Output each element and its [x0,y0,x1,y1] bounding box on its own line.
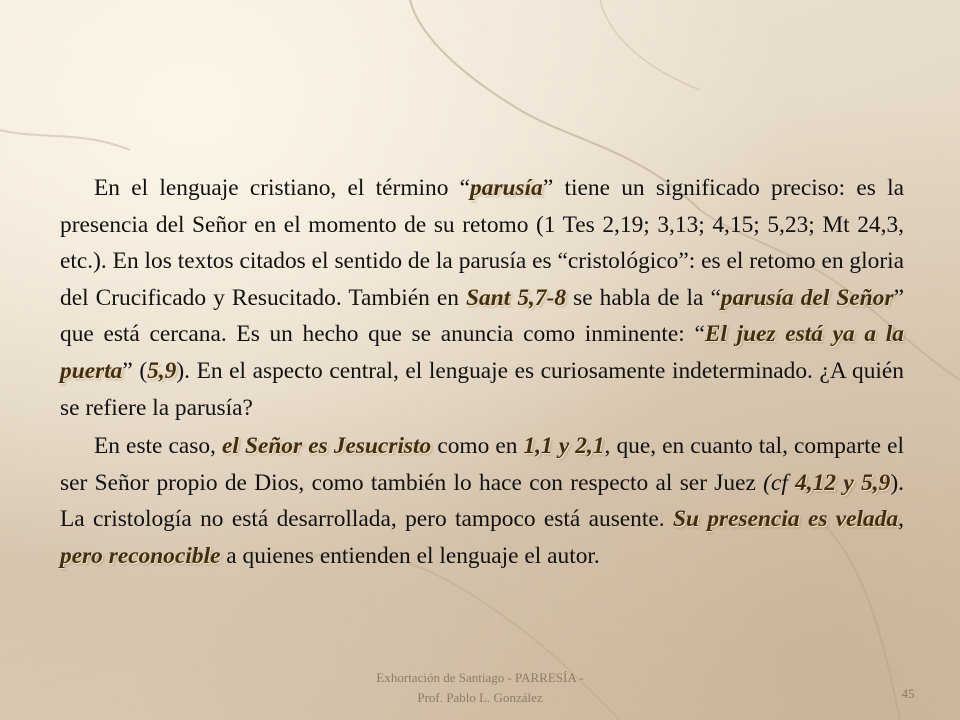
paragraph-1 [60,170,904,426]
footer-author: Prof. Pablo L. González [417,690,543,705]
text-run: se habla de la “ [566,284,721,311]
footer-credit [310,668,650,708]
emphasis-senor-jesucristo: el Señor es Jesucristo [221,433,432,460]
text-run: En este caso, [94,433,222,460]
text-run: como en [431,433,524,460]
emphasis-sant-ref: Sant 5,7-8 [466,284,567,311]
emphasis-parusia: parusía [470,175,543,201]
page-number: 45 [901,686,915,701]
text-run: En el lenguaje cristiano, el término “ [94,175,471,201]
text-run: a quienes entienden el lenguaje el autor. [220,542,600,569]
text-run: , [898,506,904,533]
emphasis-parusia-del-senor: parusía del Señor [720,284,894,311]
footer-title: Exhortación de Santiago - PARRESÍA - [376,670,584,685]
text-run: ” ( [122,357,148,384]
emphasis-el-juez: El juez está ya a la puerta [60,321,904,384]
text-run: ). La cristología no está desarrollada, pero tampoco está ausente. [60,469,904,533]
text-run: , que, en cuanto tal, comparte el ser Señor propio de Dios, como también lo hace con respecto al ser Juez [60,433,904,496]
text-cf: (cf [763,469,796,496]
emphasis-ref-1-1: 1,1 y 2,1 [523,433,605,460]
text-run: ” tiene un significado preciso: es la presencia del Señor en el momento de su retomo (1 Tes 2,19; 3,13; 4,15; 5,23; Mt 24,3, etc.). En los textos citados el sentido de la parusía es “cristológico”: es el retomo en gloria del Crucificado y Resucitado. También en [60,175,904,311]
emphasis-reconocible: pero reconocible [60,542,221,569]
text-run: ). En el aspecto central, el lenguaje es curiosamente indeterminado. ¿A quién se refiere la parusía? [60,357,904,421]
emphasis-ref-4-12: 4,12 y 5,9 [795,469,891,496]
paragraph-2 [60,428,904,574]
emphasis-presencia-velada: Su presencia es velada [672,506,899,533]
emphasis-ref-5-9: 5,9 [147,357,177,384]
slide-body [60,170,904,575]
text-run: ” que está cercana. Es un hecho que se anuncia como inminente: “ [60,284,904,348]
